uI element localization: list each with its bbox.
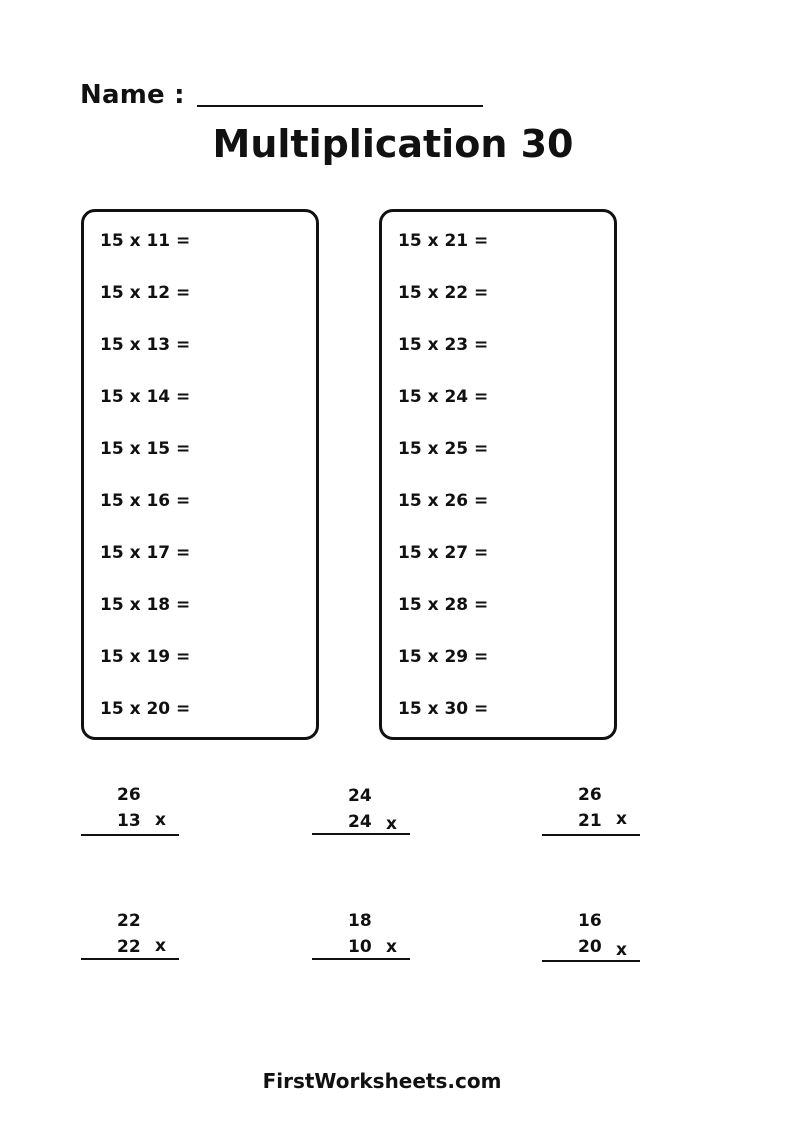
top-number: 24 [348, 786, 372, 806]
name-label: Name : [80, 80, 185, 110]
problem-item: 15 x 16 = [100, 491, 191, 511]
multiply-sign: x [616, 809, 627, 829]
name-row [80, 78, 483, 112]
answer-line [81, 958, 179, 960]
answer-line [81, 834, 179, 836]
problem-item: 15 x 23 = [398, 335, 489, 355]
problem-item: 15 x 20 = [100, 699, 191, 719]
problem-item: 15 x 18 = [100, 595, 191, 615]
bottom-number: 13 [117, 811, 141, 831]
bottom-number: 21 [578, 811, 602, 831]
answer-line [312, 958, 410, 960]
problem-item: 15 x 29 = [398, 647, 489, 667]
problem-item: 15 x 19 = [100, 647, 191, 667]
multiply-sign: x [155, 936, 166, 956]
problem-item: 15 x 21 = [398, 231, 489, 251]
top-number: 18 [348, 911, 372, 931]
name-blank-line[interactable] [197, 105, 483, 107]
problem-item: 15 x 13 = [100, 335, 191, 355]
worksheet-title: Multiplication 30 [212, 122, 574, 166]
bottom-number: 24 [348, 812, 372, 832]
problem-item: 15 x 28 = [398, 595, 489, 615]
top-number: 16 [578, 911, 602, 931]
problem-item: 15 x 25 = [398, 439, 489, 459]
site-footer: FirstWorksheets.com [262, 1069, 502, 1093]
problem-item: 15 x 27 = [398, 543, 489, 563]
multiply-sign: x [616, 940, 627, 960]
multiply-sign: x [155, 810, 166, 830]
problem-item: 15 x 12 = [100, 283, 191, 303]
problem-item: 15 x 17 = [100, 543, 191, 563]
top-number: 22 [117, 911, 141, 931]
answer-line [542, 960, 640, 962]
bottom-number: 10 [348, 937, 372, 957]
top-number: 26 [578, 785, 602, 805]
multiply-sign: x [386, 814, 397, 834]
multiply-sign: x [386, 937, 397, 957]
bottom-number: 22 [117, 937, 141, 957]
problem-box-right [379, 209, 617, 740]
answer-line [542, 834, 640, 836]
bottom-number: 20 [578, 937, 602, 957]
problem-item: 15 x 14 = [100, 387, 191, 407]
answer-line [312, 833, 410, 835]
top-number: 26 [117, 785, 141, 805]
problem-item: 15 x 30 = [398, 699, 489, 719]
problem-item: 15 x 24 = [398, 387, 489, 407]
problem-item: 15 x 22 = [398, 283, 489, 303]
problem-item: 15 x 11 = [100, 231, 191, 251]
problem-item: 15 x 26 = [398, 491, 489, 511]
problem-item: 15 x 15 = [100, 439, 191, 459]
problem-box-left [81, 209, 319, 740]
